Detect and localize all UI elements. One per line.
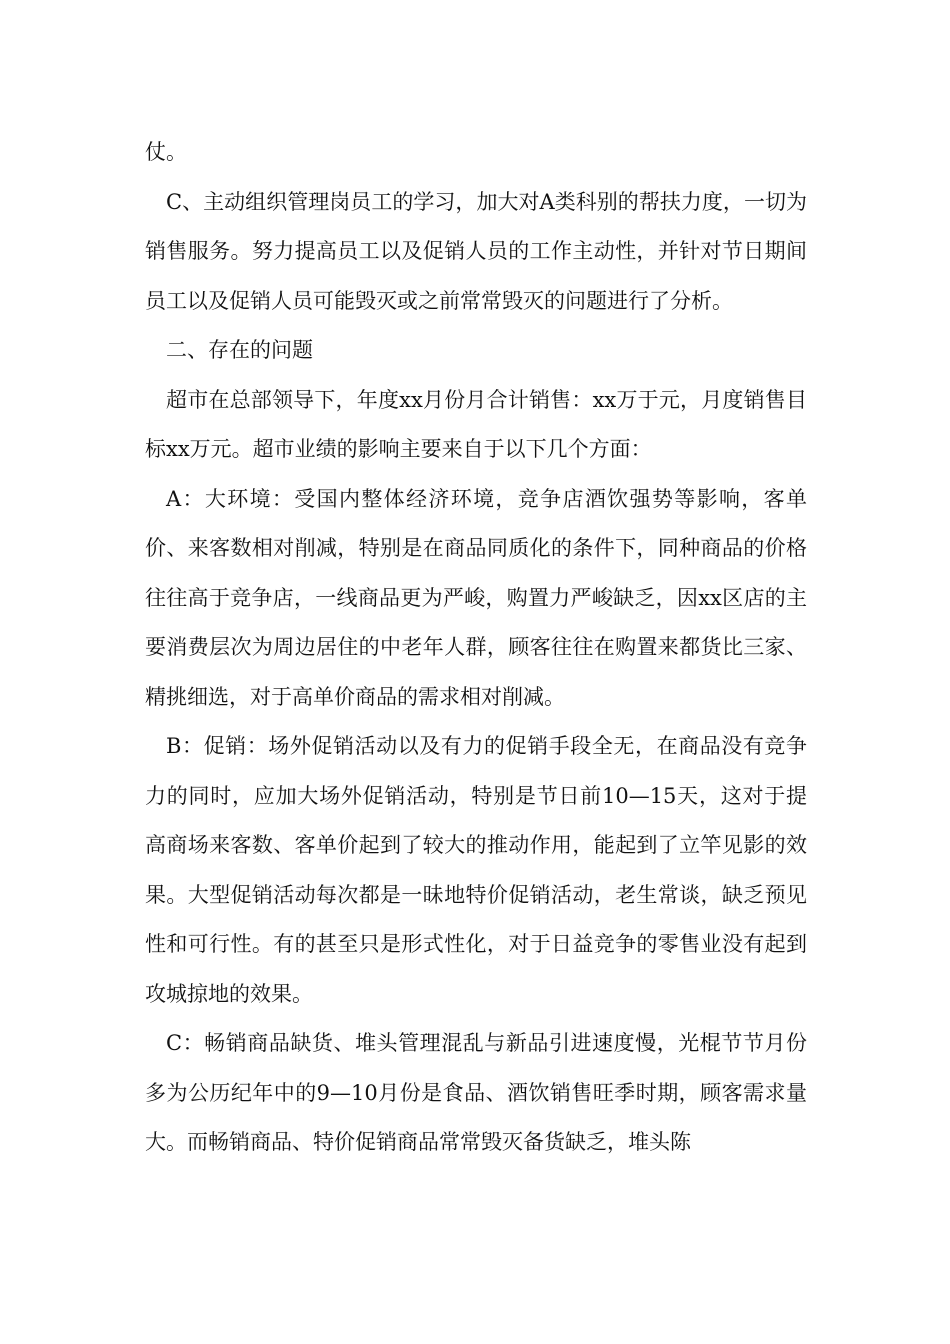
paragraph-item-a-environment: A：大环境：受国内整体经济环境，竞争店酒饮强势等影响，客单价、来客数相对削减，特别是在商品同质化的条件下，同种商品的价格往往高于竞争店，一线商品更为严峻，购置力严峻缺乏，因xx区店的主要消费层次为周边居住的中老年人群，顾客往往在购置来都货比三家、精挑细选，对于高单价商品的需求相对削减。 (145, 486, 807, 709)
section-heading-problems: 二、存在的问题 (166, 338, 313, 362)
paragraph-sales-summary: 超市在总部领导下，年度xx月份月合计销售：xx万于元，月度销售目标xx万元。超市业绩的影响主要来自于以下几个方面： (145, 387, 807, 461)
paragraph-continuation: 仗。 (145, 140, 187, 164)
document-body (145, 128, 807, 1168)
paragraph-item-c-training: C、主动组织管理岗员工的学习，加大对A类科别的帮扶力度，一切为销售服务。努力提高员工以及促销人员的工作主动性，并针对节日期间员工以及促销人员可能毁灭或之前常常毁灭的问题进行了分析。 (145, 189, 807, 313)
paragraph-item-b-promotion: B：促销：场外促销活动以及有力的促销手段全无，在商品没有竞争力的同时，应加大场外促销活动，特别是节日前10—15天，这对于提高商场来客数、客单价起到了较大的推动作用，能起到了立竿见影的效果。大型促销活动每次都是一昧地特价促销活动，老生常谈，缺乏预见性和可行性。有的甚至只是形式性化，对于日益竞争的零售业没有起到攻城掠地的效果。 (145, 734, 807, 1006)
paragraph-item-c-stockout: C：畅销商品缺货、堆头管理混乱与新品引进速度慢，光棍节节月份多为公历纪年中的9—10月份是食品、酒饮销售旺季时期，顾客需求量大。而畅销商品、特价促销商品常常毁灭备货缺乏，堆头陈 (145, 1031, 807, 1154)
